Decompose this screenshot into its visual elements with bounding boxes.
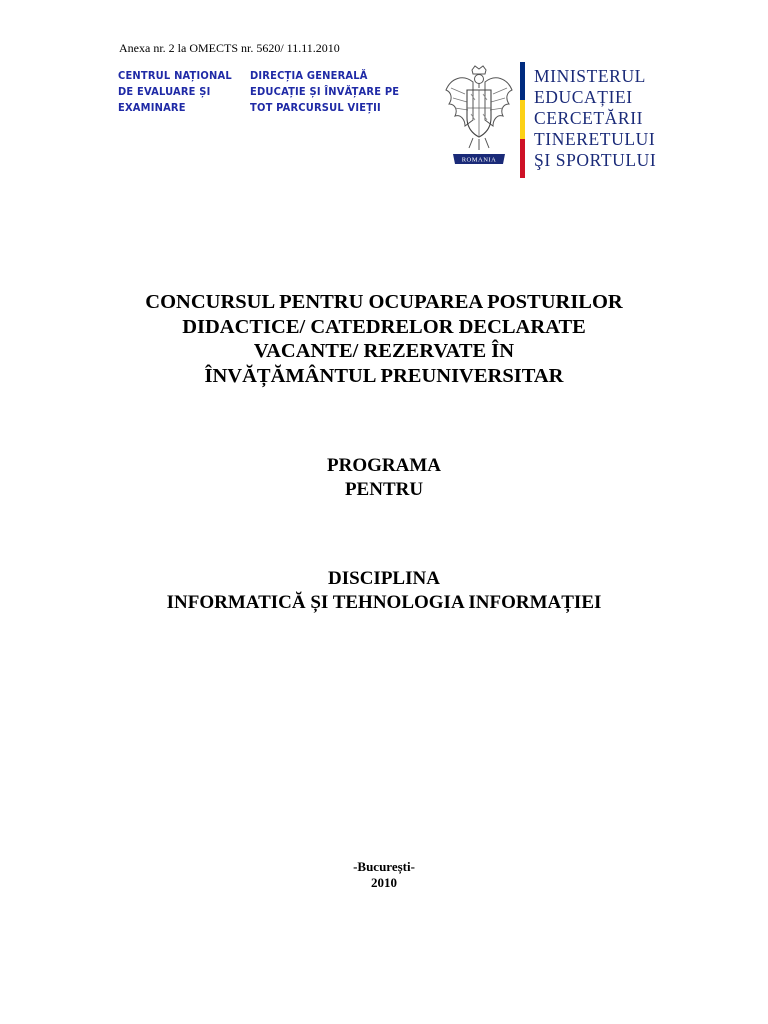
directorate-line: EDUCAȚIE ȘI ÎNVĂȚARE PE <box>250 85 400 98</box>
cnee-line: CENTRUL NAȚIONAL <box>118 69 232 82</box>
program-heading <box>0 454 768 502</box>
crest-label: ROMANIA <box>461 156 497 164</box>
ministry-line: EDUCAȚIEI <box>534 87 633 107</box>
directorate-name <box>250 68 410 116</box>
document-title <box>0 290 768 388</box>
directorate-line: TOT PARCURSUL VIEȚII <box>250 101 381 114</box>
flag-red <box>520 139 525 178</box>
cnee-line: DE EVALUARE ȘI <box>118 85 211 98</box>
ministry-line: TINERETULUI <box>534 129 656 149</box>
flag-yellow <box>520 100 525 139</box>
flag-blue <box>520 62 525 100</box>
place-and-year <box>0 859 768 891</box>
title-line: DIDACTICE/ CATEDRELOR DECLARATE <box>182 315 586 338</box>
cnee-name <box>118 68 243 116</box>
ministry-line: ŞI SPORTULUI <box>534 150 657 170</box>
directorate-line: DIRECȚIA GENERALĂ <box>250 69 368 82</box>
program-line: PROGRAMA <box>327 455 441 476</box>
ministry-line: CERCETĂRII <box>534 108 644 128</box>
title-line: ÎNVĂȚĂMÂNTUL PREUNIVERSITAR <box>204 364 564 387</box>
title-line: VACANTE/ REZERVATE ÎN <box>253 340 515 362</box>
national-flag-bar <box>520 62 525 178</box>
ministry-name <box>534 66 656 171</box>
cnee-line: EXAMINARE <box>118 101 186 114</box>
discipline-line: DISCIPLINA <box>328 568 440 589</box>
year: 2010 <box>371 875 397 890</box>
program-line: PENTRU <box>344 479 424 500</box>
coat-of-arms-icon <box>443 64 515 168</box>
title-line: CONCURSUL PENTRU OCUPAREA POSTURILOR <box>145 291 623 313</box>
annex-reference: Anexa nr. 2 la OMECTS nr. 5620/ 11.11.2010 <box>119 41 340 55</box>
discipline-line: INFORMATICĂ ȘI TEHNOLOGIA INFORMAȚIEI <box>166 592 602 613</box>
ministry-line: MINISTERUL <box>534 66 646 86</box>
discipline-heading <box>0 567 768 615</box>
city: -București- <box>353 859 415 874</box>
